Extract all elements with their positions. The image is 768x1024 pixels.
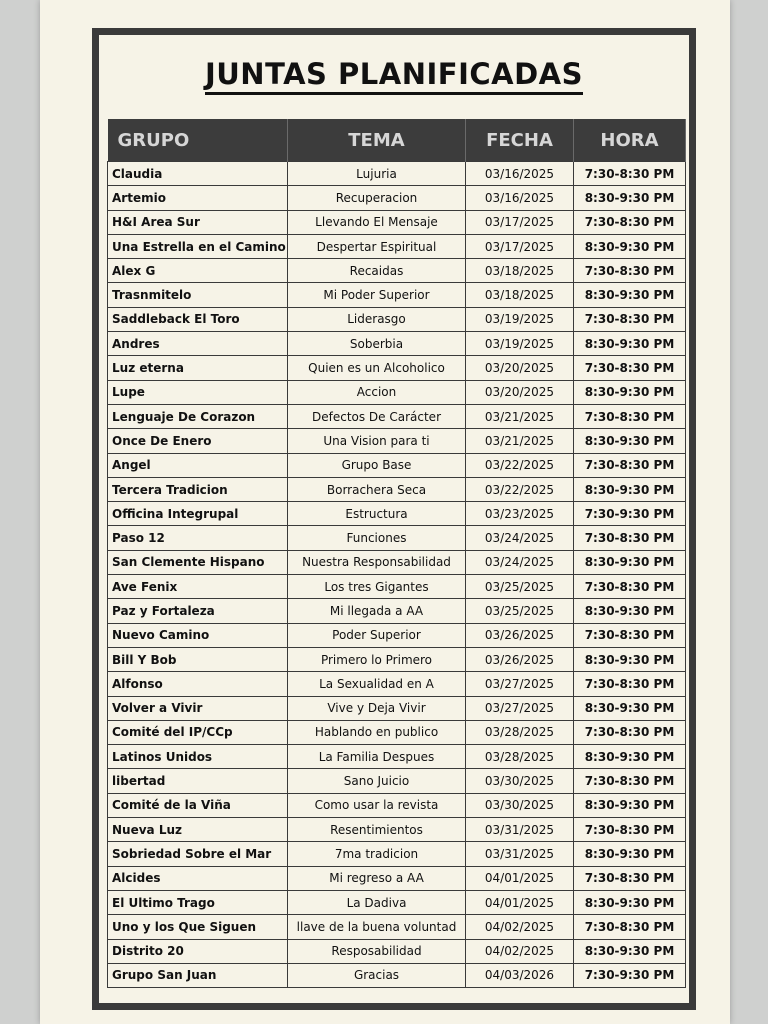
cell-fecha: 03/30/2025 xyxy=(466,769,574,793)
cell-tema: Recaidas xyxy=(288,259,466,283)
cell-grupo: Andres xyxy=(108,332,288,356)
cell-tema: Funciones xyxy=(288,526,466,550)
table-row xyxy=(108,575,686,599)
cell-fecha: 03/18/2025 xyxy=(466,259,574,283)
cell-hora: 7:30-8:30 PM xyxy=(574,453,686,477)
cell-hora: 7:30-8:30 PM xyxy=(574,915,686,939)
table-row xyxy=(108,356,686,380)
cell-fecha: 03/21/2025 xyxy=(466,429,574,453)
cell-fecha: 04/02/2025 xyxy=(466,939,574,963)
cell-tema: Quien es un Alcoholico xyxy=(288,356,466,380)
cell-tema: Estructura xyxy=(288,502,466,526)
table-row xyxy=(108,769,686,793)
table-row xyxy=(108,915,686,939)
cell-fecha: 03/20/2025 xyxy=(466,380,574,404)
cell-fecha: 03/17/2025 xyxy=(466,234,574,258)
cell-grupo: Comité de la Viña xyxy=(108,793,288,817)
cell-tema: Mi Poder Superior xyxy=(288,283,466,307)
cell-hora: 8:30-9:30 PM xyxy=(574,745,686,769)
cell-tema: Hablando en publico xyxy=(288,720,466,744)
cell-grupo: Trasnmitelo xyxy=(108,283,288,307)
cell-grupo: Comité del IP/CCp xyxy=(108,720,288,744)
cell-grupo: Latinos Unidos xyxy=(108,745,288,769)
cell-hora: 8:30-9:30 PM xyxy=(574,890,686,914)
cell-grupo: Una Estrella en el Camino xyxy=(108,234,288,258)
table-row xyxy=(108,234,686,258)
table-row xyxy=(108,307,686,331)
cell-hora: 8:30-9:30 PM xyxy=(574,550,686,574)
cell-tema: Resposabilidad xyxy=(288,939,466,963)
cell-grupo: Lenguaje De Corazon xyxy=(108,404,288,428)
cell-hora: 8:30-9:30 PM xyxy=(574,332,686,356)
cell-grupo: El Ultimo Trago xyxy=(108,890,288,914)
cell-grupo: Lupe xyxy=(108,380,288,404)
cell-grupo: libertad xyxy=(108,769,288,793)
cell-fecha: 03/19/2025 xyxy=(466,332,574,356)
cell-tema: Mi llegada a AA xyxy=(288,599,466,623)
cell-fecha: 03/27/2025 xyxy=(466,696,574,720)
table-row xyxy=(108,259,686,283)
cell-grupo: Nueva Luz xyxy=(108,818,288,842)
cell-hora: 7:30-8:30 PM xyxy=(574,575,686,599)
cell-tema: Mi regreso a AA xyxy=(288,866,466,890)
cell-tema: Gracias xyxy=(288,963,466,987)
cell-tema: Lujuria xyxy=(288,162,466,186)
cell-fecha: 03/31/2025 xyxy=(466,818,574,842)
cell-tema: Defectos De Carácter xyxy=(288,404,466,428)
cell-fecha: 03/30/2025 xyxy=(466,793,574,817)
cell-fecha: 03/16/2025 xyxy=(466,162,574,186)
cell-grupo: Claudia xyxy=(108,162,288,186)
cell-fecha: 03/31/2025 xyxy=(466,842,574,866)
cell-grupo: Saddleback El Toro xyxy=(108,307,288,331)
cell-tema: Despertar Espiritual xyxy=(288,234,466,258)
cell-grupo: San Clemente Hispano xyxy=(108,550,288,574)
schedule-table xyxy=(107,119,686,988)
table-row xyxy=(108,453,686,477)
cell-hora: 7:30-8:30 PM xyxy=(574,623,686,647)
table-row xyxy=(108,186,686,210)
cell-fecha: 03/18/2025 xyxy=(466,283,574,307)
table-row xyxy=(108,429,686,453)
column-header-hora: HORA xyxy=(574,119,686,162)
cell-grupo: Alfonso xyxy=(108,672,288,696)
cell-grupo: Tercera Tradicion xyxy=(108,477,288,501)
cell-grupo: Bill Y Bob xyxy=(108,647,288,671)
table-row xyxy=(108,745,686,769)
cell-fecha: 03/17/2025 xyxy=(466,210,574,234)
cell-hora: 8:30-9:30 PM xyxy=(574,599,686,623)
table-row xyxy=(108,477,686,501)
cell-hora: 7:30-9:30 PM xyxy=(574,502,686,526)
cell-tema: Llevando El Mensaje xyxy=(288,210,466,234)
table-row xyxy=(108,720,686,744)
column-header-fecha: FECHA xyxy=(466,119,574,162)
cell-hora: 7:30-8:30 PM xyxy=(574,526,686,550)
column-header-tema: TEMA xyxy=(288,119,466,162)
cell-fecha: 04/02/2025 xyxy=(466,915,574,939)
cell-hora: 7:30-8:30 PM xyxy=(574,818,686,842)
cell-grupo: Officina Integrupal xyxy=(108,502,288,526)
cell-grupo: Alex G xyxy=(108,259,288,283)
cell-hora: 7:30-8:30 PM xyxy=(574,210,686,234)
cell-grupo: Uno y los Que Siguen xyxy=(108,915,288,939)
table-row xyxy=(108,332,686,356)
cell-grupo: Nuevo Camino xyxy=(108,623,288,647)
table-row xyxy=(108,793,686,817)
cell-hora: 7:30-8:30 PM xyxy=(574,672,686,696)
cell-hora: 8:30-9:30 PM xyxy=(574,186,686,210)
cell-grupo: H&I Area Sur xyxy=(108,210,288,234)
cell-fecha: 03/25/2025 xyxy=(466,575,574,599)
cell-hora: 8:30-9:30 PM xyxy=(574,696,686,720)
table-row xyxy=(108,818,686,842)
cell-fecha: 03/19/2025 xyxy=(466,307,574,331)
cell-grupo: Grupo San Juan xyxy=(108,963,288,987)
cell-tema: Sano Juicio xyxy=(288,769,466,793)
cell-hora: 8:30-9:30 PM xyxy=(574,939,686,963)
cell-fecha: 03/21/2025 xyxy=(466,404,574,428)
cell-fecha: 03/27/2025 xyxy=(466,672,574,696)
cell-hora: 8:30-9:30 PM xyxy=(574,793,686,817)
schedule-body xyxy=(108,162,686,988)
cell-hora: 7:30-8:30 PM xyxy=(574,259,686,283)
table-row xyxy=(108,866,686,890)
cell-fecha: 03/16/2025 xyxy=(466,186,574,210)
cell-fecha: 04/01/2025 xyxy=(466,890,574,914)
table-row xyxy=(108,939,686,963)
cell-hora: 7:30-9:30 PM xyxy=(574,963,686,987)
cell-grupo: Sobriedad Sobre el Mar xyxy=(108,842,288,866)
cell-grupo: Ave Fenix xyxy=(108,575,288,599)
cell-fecha: 03/22/2025 xyxy=(466,453,574,477)
cell-hora: 7:30-8:30 PM xyxy=(574,769,686,793)
table-row xyxy=(108,162,686,186)
cell-fecha: 03/25/2025 xyxy=(466,599,574,623)
page-title xyxy=(99,57,689,91)
cell-hora: 7:30-8:30 PM xyxy=(574,866,686,890)
cell-tema: La Dadiva xyxy=(288,890,466,914)
cell-tema: Liderasgo xyxy=(288,307,466,331)
cell-fecha: 04/01/2025 xyxy=(466,866,574,890)
header-row xyxy=(108,119,686,162)
cell-hora: 8:30-9:30 PM xyxy=(574,283,686,307)
table-row xyxy=(108,210,686,234)
table-row xyxy=(108,404,686,428)
cell-tema: Soberbia xyxy=(288,332,466,356)
cell-hora: 8:30-9:30 PM xyxy=(574,234,686,258)
table-row xyxy=(108,623,686,647)
cell-tema: Resentimientos xyxy=(288,818,466,842)
cell-hora: 8:30-9:30 PM xyxy=(574,380,686,404)
table-row xyxy=(108,842,686,866)
cell-grupo: Alcides xyxy=(108,866,288,890)
cell-tema: La Sexualidad en A xyxy=(288,672,466,696)
table-row xyxy=(108,380,686,404)
table-row xyxy=(108,550,686,574)
cell-hora: 8:30-9:30 PM xyxy=(574,842,686,866)
cell-tema: Una Vision para ti xyxy=(288,429,466,453)
cell-tema: Nuestra Responsabilidad xyxy=(288,550,466,574)
cell-grupo: Luz eterna xyxy=(108,356,288,380)
cell-fecha: 03/24/2025 xyxy=(466,550,574,574)
cell-tema: 7ma tradicion xyxy=(288,842,466,866)
cell-grupo: Paso 12 xyxy=(108,526,288,550)
table-row xyxy=(108,599,686,623)
cell-grupo: Once De Enero xyxy=(108,429,288,453)
cell-hora: 7:30-8:30 PM xyxy=(574,162,686,186)
table-row xyxy=(108,283,686,307)
cell-fecha: 03/22/2025 xyxy=(466,477,574,501)
cell-hora: 7:30-8:30 PM xyxy=(574,307,686,331)
table-row xyxy=(108,890,686,914)
table-row xyxy=(108,647,686,671)
page-title-text: JUNTAS PLANIFICADAS xyxy=(205,57,583,95)
cell-tema: Primero lo Primero xyxy=(288,647,466,671)
cell-fecha: 03/28/2025 xyxy=(466,720,574,744)
cell-tema: Como usar la revista xyxy=(288,793,466,817)
cell-fecha: 03/28/2025 xyxy=(466,745,574,769)
cell-grupo: Paz y Fortaleza xyxy=(108,599,288,623)
cell-tema: Poder Superior xyxy=(288,623,466,647)
cell-fecha: 03/24/2025 xyxy=(466,526,574,550)
cell-tema: Borrachera Seca xyxy=(288,477,466,501)
cell-grupo: Artemio xyxy=(108,186,288,210)
cell-fecha: 03/26/2025 xyxy=(466,647,574,671)
cell-tema: Accion xyxy=(288,380,466,404)
table-row xyxy=(108,502,686,526)
cell-grupo: Volver a Vivir xyxy=(108,696,288,720)
cell-hora: 8:30-9:30 PM xyxy=(574,477,686,501)
cell-hora: 7:30-8:30 PM xyxy=(574,720,686,744)
table-row xyxy=(108,696,686,720)
cell-hora: 8:30-9:30 PM xyxy=(574,647,686,671)
cell-grupo: Angel xyxy=(108,453,288,477)
cell-tema: Grupo Base xyxy=(288,453,466,477)
cell-hora: 8:30-9:30 PM xyxy=(574,429,686,453)
cell-fecha: 03/26/2025 xyxy=(466,623,574,647)
cell-tema: La Familia Despues xyxy=(288,745,466,769)
cell-fecha: 04/03/2026 xyxy=(466,963,574,987)
schedule-frame xyxy=(92,28,696,1010)
column-header-grupo: GRUPO xyxy=(108,119,288,162)
cell-tema: llave de la buena voluntad xyxy=(288,915,466,939)
table-row xyxy=(108,672,686,696)
cell-tema: Recuperacion xyxy=(288,186,466,210)
cell-tema: Los tres Gigantes xyxy=(288,575,466,599)
cell-grupo: Distrito 20 xyxy=(108,939,288,963)
cell-fecha: 03/23/2025 xyxy=(466,502,574,526)
cell-hora: 7:30-8:30 PM xyxy=(574,404,686,428)
table-row xyxy=(108,963,686,987)
cell-hora: 7:30-8:30 PM xyxy=(574,356,686,380)
table-row xyxy=(108,526,686,550)
cell-tema: Vive y Deja Vivir xyxy=(288,696,466,720)
cell-fecha: 03/20/2025 xyxy=(466,356,574,380)
